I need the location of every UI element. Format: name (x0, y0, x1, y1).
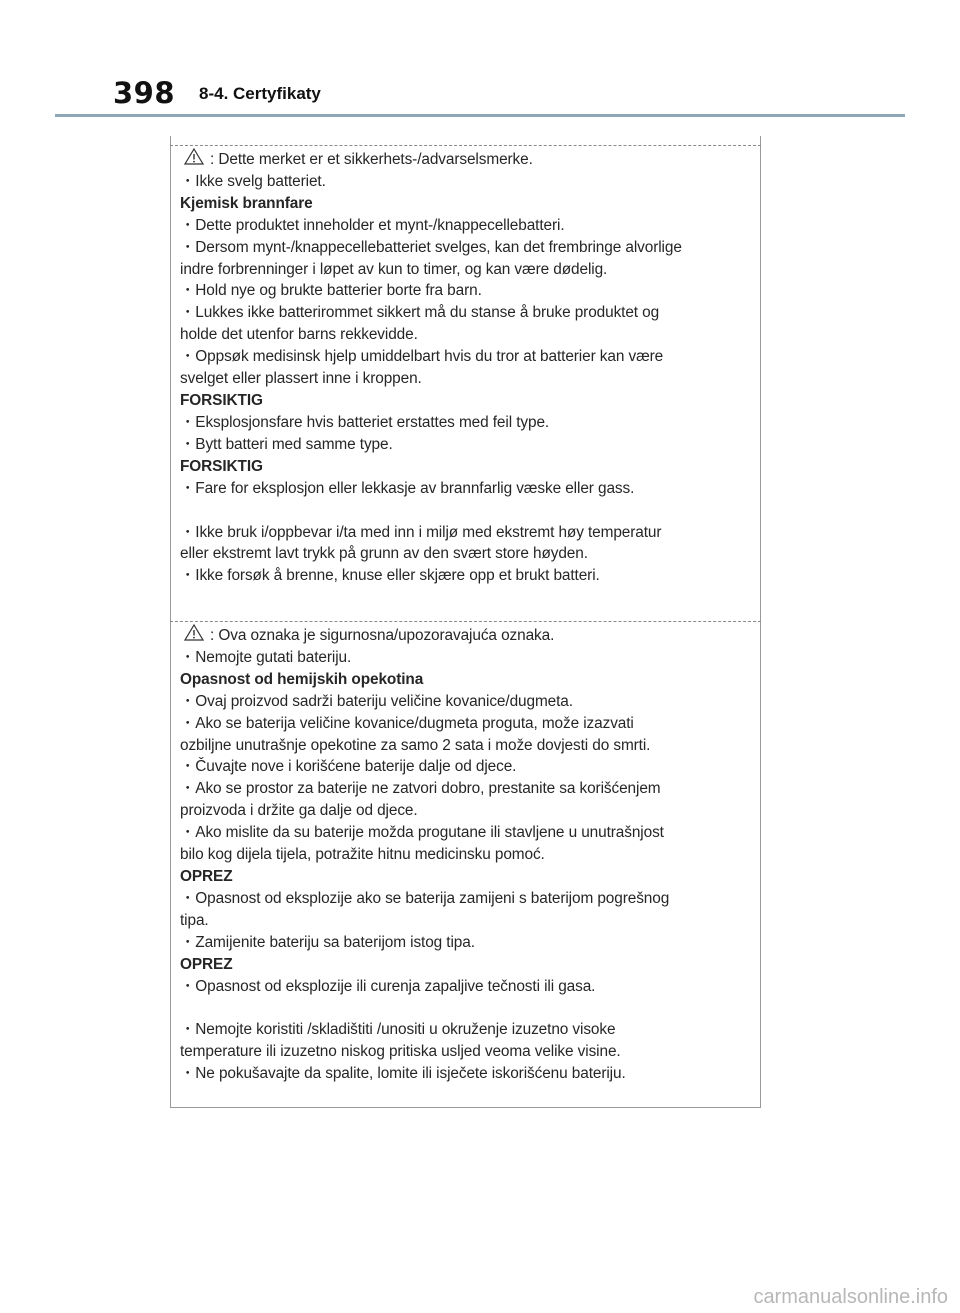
line-text: Opasnost od hemijskih opekotina (180, 670, 424, 688)
line-text: ・Dersom mynt-/knappecellebatteriet svelges, kan det frembringe alvorlige (180, 238, 682, 256)
warning-text-line (180, 302, 750, 324)
warning-triangle-icon (184, 148, 204, 165)
section-dashed-divider (170, 621, 761, 622)
warning-text-line (180, 237, 750, 259)
line-text: FORSIKTIG (180, 391, 263, 409)
line-text: : Ova oznaka je sigurnosna/upozoravajuća oznaka. (210, 627, 555, 644)
warning-heading (180, 456, 750, 478)
warning-text-line (180, 478, 750, 500)
box-right-border (760, 136, 761, 1108)
warning-text-line (180, 910, 750, 932)
line-text: OPREZ (180, 867, 233, 885)
warning-text-line (180, 434, 750, 456)
line-text: ・Eksplosjonsfare hvis batteriet erstattes med feil type. (180, 413, 550, 431)
line-text: ・Ovaj proizvod sadrži bateriju veličine kovanice/dugmeta. (180, 692, 573, 710)
box-top-dashed-border (170, 145, 761, 146)
warning-text-line (180, 543, 750, 565)
line-text: OPREZ (180, 955, 233, 973)
line-text: svelget eller plassert inne i kroppen. (180, 370, 422, 388)
line-text: indre forbrenninger i løpet av kun to timer, og kan være dødelig. (180, 260, 608, 278)
line-text: temperature ili izuzetno niskog pritiska usljed veoma velike visine. (180, 1043, 621, 1061)
line-text: ・Ako se prostor za baterije ne zatvori dobro, prestanite sa korišćenjem (180, 780, 661, 798)
line-text: FORSIKTIG (180, 457, 263, 475)
warning-text-line (180, 412, 750, 434)
warning-text-line (180, 148, 750, 171)
warning-text-line (180, 800, 750, 822)
line-text: ・Ikke svelg batteriet. (180, 172, 326, 190)
line-text: ・Bytt batteri med samme type. (180, 435, 393, 453)
warning-text-line (180, 1019, 750, 1041)
line-text: ・Lukkes ikke batterirommet sikkert må du stanse å bruke produktet og (180, 304, 660, 322)
line-text: ・Ikke bruk i/oppbevar i/ta med inn i miljø med ekstremt høy temperatur (180, 523, 662, 541)
line-text: holde det utenfor barns rekkevidde. (180, 326, 418, 344)
line-text: Kjemisk brannfare (180, 194, 313, 212)
watermark: carmanualsonline.info (753, 1286, 948, 1308)
line-text: ・Dette produktet inneholder et mynt-/knappecellebatteri. (180, 216, 565, 234)
line-text: ・Opasnost od eksplozije ili curenja zapaljive tečnosti ili gasa. (180, 977, 596, 995)
warning-text-line (180, 647, 750, 669)
line-text: ・Oppsøk medisinsk hjelp umiddelbart hvis du tror at batterier kan være (180, 348, 664, 366)
warning-text-line (180, 735, 750, 757)
line-text: ・Nemojte gutati bateriju. (180, 648, 352, 666)
line-text: ・Nemojte koristiti /skladištiti /unositi u okruženje izuzetno visoke (180, 1021, 616, 1039)
certificate-label-box (170, 136, 762, 1108)
warning-text-line (180, 691, 750, 713)
line-text: ・Opasnost od eksplozije ako se baterija zamijeni s baterijom pogrešnog (180, 889, 670, 907)
warning-text-line (180, 778, 750, 800)
line-text: eller ekstremt lavt trykk på grunn av den svært store høyden. (180, 545, 588, 563)
warning-heading (180, 390, 750, 412)
warning-text-line (180, 522, 750, 544)
line-text: ・Ikke forsøk å brenne, knuse eller skjære opp et brukt batteri. (180, 567, 600, 585)
line-text: ・Ako mislite da su baterije možda progutane ili stavljene u unutrašnjost (180, 824, 664, 842)
warning-text-line (180, 756, 750, 778)
warning-heading (180, 954, 750, 976)
norwegian-warning-section (180, 148, 750, 587)
warning-heading (180, 669, 750, 691)
croatian-warning-section (180, 624, 750, 1085)
warning-text-line (180, 888, 750, 910)
warning-text-line (180, 324, 750, 346)
line-text: ・Zamijenite bateriju sa baterijom istog tipa. (180, 933, 475, 951)
warning-text-line (180, 215, 750, 237)
warning-text-line (180, 346, 750, 368)
line-text: ・Ako se baterija veličine kovanice/dugmeta proguta, može izazvati (180, 714, 634, 732)
warning-text-line (180, 624, 750, 647)
line-text: bilo kog dijela tijela, potražite hitnu medicinsku pomoć. (180, 846, 545, 864)
warning-text-line (180, 565, 750, 587)
warning-text-line (180, 259, 750, 281)
blank-line (180, 997, 750, 1019)
warning-text-line (180, 844, 750, 866)
warning-text-line (180, 280, 750, 302)
warning-text-line (180, 822, 750, 844)
line-text: ozbiljne unutrašnje opekotine za samo 2 sata i može dovjesti do smrti. (180, 736, 651, 754)
line-text: proizvoda i držite ga dalje od djece. (180, 802, 418, 820)
warning-text-line (180, 171, 750, 193)
warning-heading (180, 866, 750, 888)
page-number: 398 (113, 76, 176, 110)
box-left-border (170, 136, 171, 1108)
header-divider (55, 114, 905, 117)
warning-triangle-icon (184, 624, 204, 641)
line-text: ・Hold nye og brukte batterier borte fra barn. (180, 282, 482, 300)
warning-text-line (180, 368, 750, 390)
page-header (0, 0, 960, 120)
warning-text-line (180, 976, 750, 998)
box-bottom-border (170, 1107, 761, 1108)
line-text: tipa. (180, 911, 209, 929)
warning-text-line (180, 713, 750, 735)
line-text: ・Čuvajte nove i korišćene baterije dalje od djece. (180, 758, 517, 776)
warning-text-line (180, 1063, 750, 1085)
line-text: ・Ne pokušavajte da spalite, lomite ili isječete iskorišćenu bateriju. (180, 1065, 626, 1083)
line-text: : Dette merket er et sikkerhets-/advarselsmerke. (210, 151, 533, 168)
section-title: 8-4. Certyfikaty (199, 84, 321, 103)
warning-text-line (180, 932, 750, 954)
line-text: ・Fare for eksplosjon eller lekkasje av brannfarlig væske eller gass. (180, 479, 635, 497)
warning-heading (180, 193, 750, 215)
blank-line (180, 500, 750, 522)
warning-text-line (180, 1041, 750, 1063)
